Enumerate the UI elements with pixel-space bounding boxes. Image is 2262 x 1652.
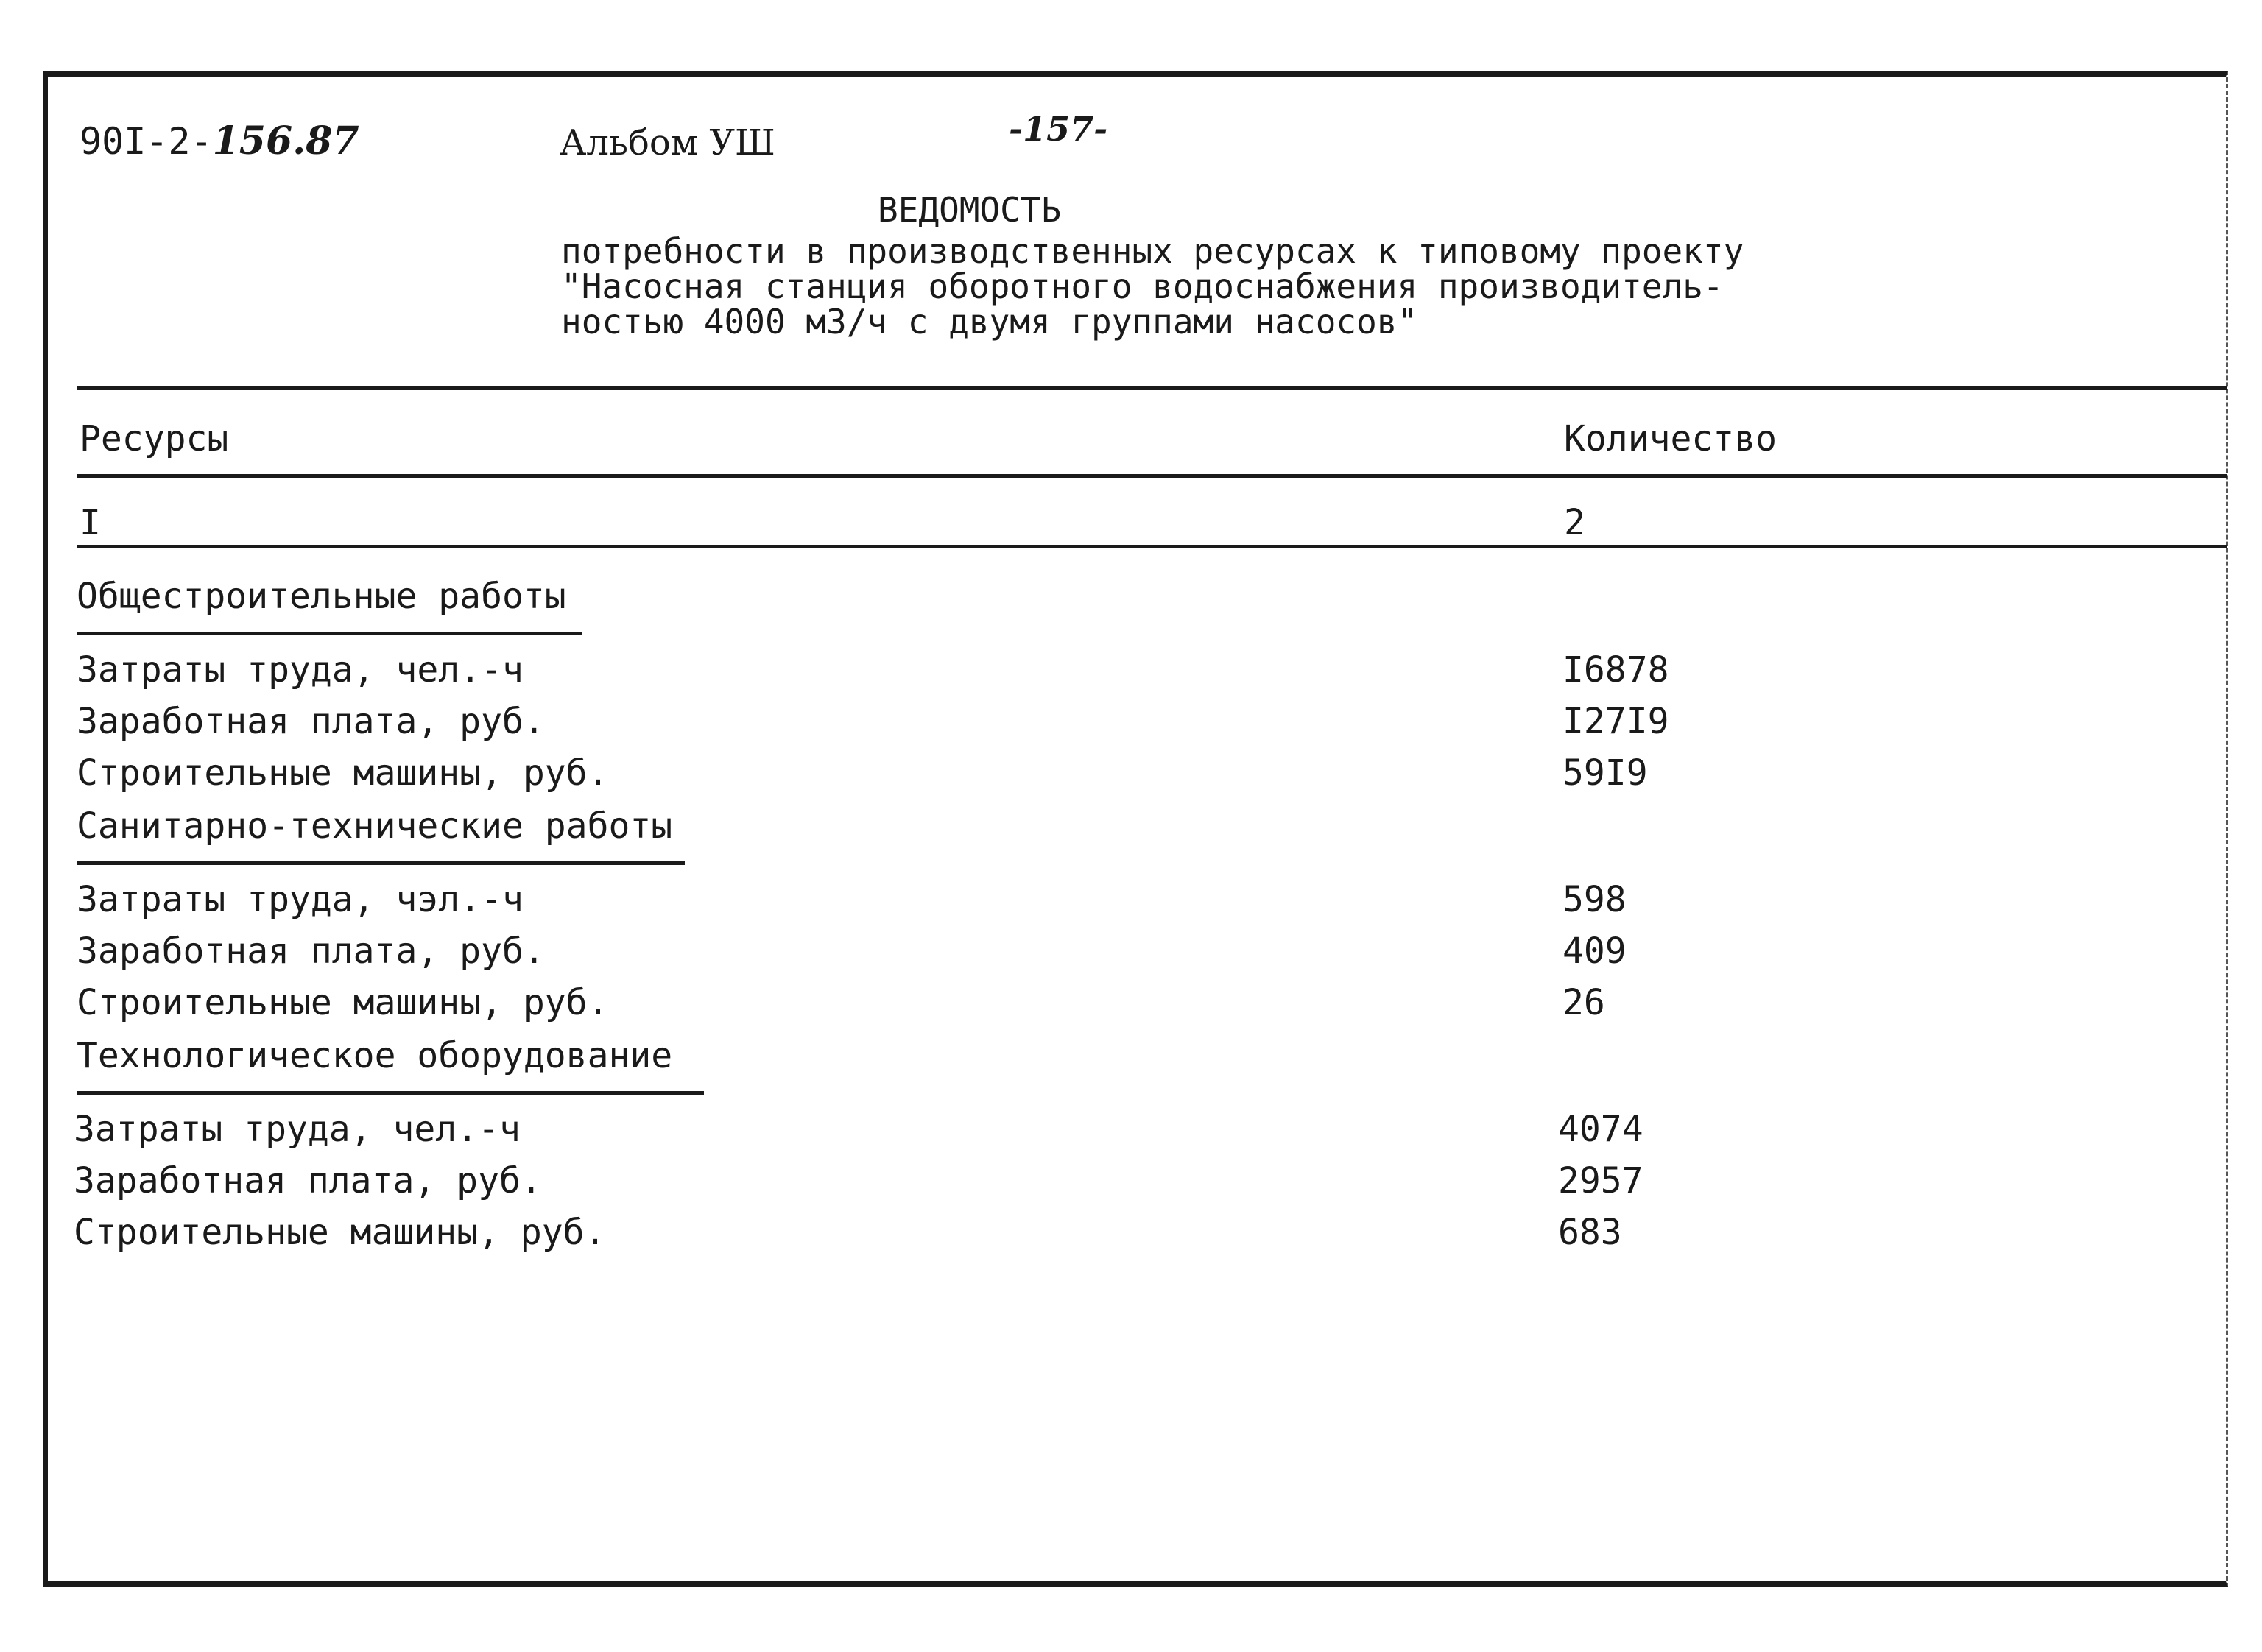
document-code-printed: 90I-2- <box>80 120 213 163</box>
row-label: Заработная плата, руб. <box>77 931 545 972</box>
row-value: 59I9 <box>1562 752 1648 794</box>
row-value: I27I9 <box>1562 701 1669 742</box>
row-value: 4074 <box>1558 1109 1643 1150</box>
column-number-2: 2 <box>1564 502 1585 543</box>
section-title: Технологическое оборудование <box>77 1035 673 1076</box>
row-value: 2957 <box>1558 1160 1643 1201</box>
album-label: Альбом УШ <box>560 122 775 163</box>
column-number-1: I <box>80 502 101 543</box>
row-label: Заработная плата, руб. <box>74 1160 542 1201</box>
document-heading: ВЕДОМОСТЬ <box>878 190 1062 230</box>
row-label: Заработная плата, руб. <box>77 701 545 742</box>
document-code-handwritten: 156.87 <box>212 119 359 163</box>
row-value: 409 <box>1562 931 1627 972</box>
row-value: 683 <box>1558 1212 1622 1253</box>
section-title: Санитарно-технические работы <box>77 805 673 847</box>
header-bottom-rule <box>77 474 2227 478</box>
row-label: Затраты труда, чел.-ч <box>77 649 524 691</box>
column-header-quantity: Количество <box>1564 418 1777 459</box>
section-underline <box>77 1091 704 1095</box>
section-underline <box>77 861 685 865</box>
document-code <box>80 119 359 163</box>
row-label: Строительные машины, руб. <box>77 982 609 1023</box>
column-number-rule <box>77 545 2227 548</box>
column-header-resources: Ресурсы <box>80 418 229 459</box>
title-line-3: ностью 4000 м3/ч с двумя группами насосов" <box>561 302 1418 342</box>
table-top-rule <box>77 386 2227 390</box>
row-value: 598 <box>1562 879 1627 920</box>
row-label: Строительные машины, руб. <box>77 752 609 794</box>
row-label: Затраты труда, чэл.-ч <box>77 879 524 920</box>
section-underline <box>77 632 582 635</box>
row-label: Строительные машины, руб. <box>74 1212 606 1253</box>
row-label: Затраты труда, чел.-ч <box>74 1109 521 1150</box>
title-line-1: потребности в производственных ресурсах к типовому проекту <box>561 231 1744 271</box>
row-value: I6878 <box>1562 649 1669 691</box>
page-number: -157- <box>1009 109 1108 149</box>
section-title: Общестроительные работы <box>77 576 566 617</box>
title-line-2: "Насосная станция оборотного водоснабжения производитель- <box>561 266 1724 306</box>
row-value: 26 <box>1562 982 1605 1023</box>
